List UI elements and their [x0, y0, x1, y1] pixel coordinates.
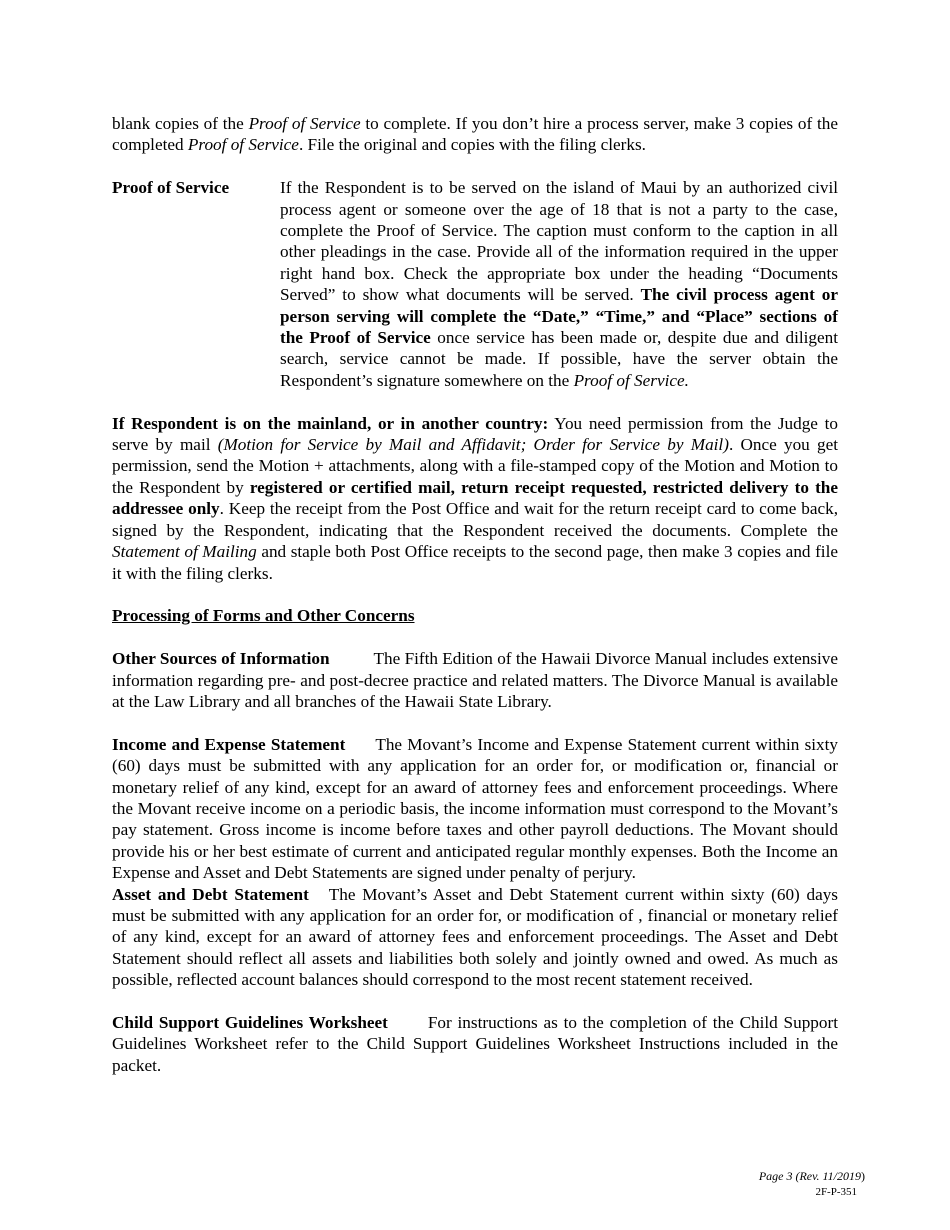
pos-text-2: once service has been made or, despite due and diligent search, service cannot be made. If possible, have the server obtain the Respondent’s signature somewhere on the — [280, 328, 838, 390]
mainland-bold-1: registered or certified mail, return receipt requested, restricted delivery to the addressee only — [112, 477, 838, 519]
mainland-text-1: You need permission from the Judge to serve by mail — [112, 413, 838, 455]
page-number — [759, 1168, 865, 1184]
income-expense-paragraph — [112, 734, 838, 884]
child-support-paragraph — [112, 1012, 838, 1076]
income-expense-label: Income and Expense Statement — [112, 734, 346, 754]
proof-of-service-label: Proof of Service — [112, 178, 230, 198]
proof-of-service-section — [112, 177, 838, 391]
intro-italic-1: Proof of Service — [248, 114, 361, 133]
intro-text-3: . File the original and copies with the filing clerks. — [298, 135, 646, 155]
mainland-italic-1: (Motion for Service by Mail and Affidavit; Order for Service by Mail) — [217, 435, 729, 455]
processing-heading: Processing of Forms and Other Concerns — [112, 606, 415, 626]
other-sources-paragraph — [112, 648, 838, 712]
asset-debt-text: The Movant’s Asset and Debt Statement current within sixty (60) days must be submitted with any application for an order for, or modification of , financial or monetary relief of any kind, except for an award of attorney fees and enforcement proceedings. The Asset and Debt Statement should reflect all assets and liabilities both solely and jointly owned and owed. As much as possible, reflected account balances should correspond to the most recent statement received. — [112, 884, 838, 990]
other-sources-text: The Fifth Edition of the Hawaii Divorce Manual includes extensive information regarding pre- and post-decree practice and related matters. The Divorce Manual is available at the Law Library and all branches of the Hawaii State Library. — [112, 649, 838, 711]
child-support-label: Child Support Guidelines Worksheet — [112, 1012, 388, 1032]
form-number: 2F-P-351 — [815, 1186, 857, 1198]
mainland-text-3: . Keep the receipt from the Post Office and wait for the return receipt card to come back, signed by the Respondent, indicating that the Respondent received the documents. Complete the — [112, 499, 838, 540]
page-number-paren: ) — [861, 1169, 865, 1183]
intro-text-2: to complete. If you don’t hire a process server, make 3 copies of the completed — [112, 114, 838, 155]
pos-text-1: If the Respondent is to be served on the island of Maui by an authorized civil process agent or someone over the age of 18 that is not a party to the case, complete the Proof of Service. The caption must conform to the caption in all other pleadings in the case. Provide all of the information required in the upper right hand box. Check the appropriate box under the heading “Documents Served” to show what documents will be served. — [280, 178, 838, 305]
intro-paragraph — [112, 113, 838, 156]
mainland-italic-2: Statement of Mailing — [112, 542, 257, 562]
mainland-text-4: and staple both Post Office receipts to the second page, then make 3 copies and file it with the filing clerks. — [112, 542, 838, 583]
pos-bold-1: The civil process agent or person serving will complete the “Date,” “Time,” and “Place” sections of the Proof of Service — [280, 285, 838, 348]
pos-italic-1: Proof of Service. — [573, 370, 689, 390]
intro-text-1: blank copies of the — [112, 114, 249, 133]
mainland-lead: If Respondent is on the mainland, or in another country: — [112, 413, 549, 433]
mainland-text-2: . Once you get permission, send the Motion + attachments, along with a file-stamped copy of the Motion and Motion to the Respondent by — [112, 435, 839, 497]
asset-debt-label: Asset and Debt Statement — [112, 884, 309, 904]
other-sources-label: Other Sources of Information — [112, 649, 330, 669]
mainland-paragraph — [112, 413, 838, 584]
proof-of-service-body — [280, 177, 838, 391]
document-page — [112, 113, 838, 1076]
page-footer — [759, 1168, 865, 1200]
asset-debt-paragraph — [112, 884, 838, 991]
income-expense-text: The Movant’s Income and Expense Statement current within sixty (60) days must be submitted with any application for an order for, or modification or, financial or monetary relief of any kind, except for an award of attorney fees and enforcement proceedings. Where the Movant receive income on a periodic basis, the income information must correspond to the Movant’s pay statement. Gross income is income before taxes and other payroll deductions. The Movant should provide his or her best estimate of current and anticipated regular monthly expenses. Both the Income an Expense and Asset and Debt Statements are signed under penalty of perjury. — [112, 734, 838, 883]
child-support-text: For instructions as to the completion of the Child Support Guidelines Worksheet refer to the Child Support Guidelines Worksheet Instructions included in the packet. — [112, 1012, 838, 1075]
page-number-text: Page 3 (Rev. 11/2019 — [758, 1169, 861, 1183]
intro-italic-2: Proof of Service — [187, 135, 299, 155]
